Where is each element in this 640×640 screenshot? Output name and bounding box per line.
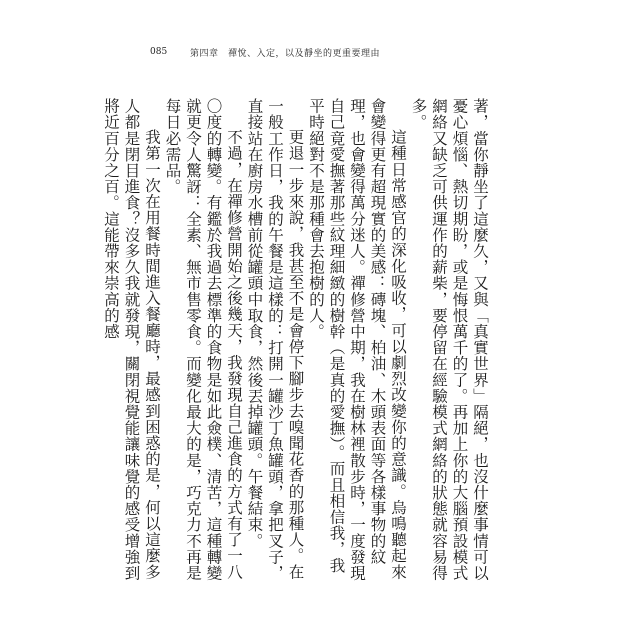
- paragraph-2: 這種日常感官的深化吸收，可以劇烈改變你的意識。烏鳴聽起來會變得更有超現實的美感：磚塊、柏油、木頭表面等各樣事物的紋理，也會變得萬分迷人。禪修營中期，我在樹林裡散步時，一度發現自己竟愛撫著那些紋理細緻的樹幹（是真的愛撫）。而且相信我，我平時絕對不是那種會去抱樹的人。: [307, 98, 407, 581]
- page-number: 085: [150, 47, 168, 57]
- paragraph-4: 不過，在禪修營開始之後幾天，我發現自己進食的方式有了一八〇度的轉變。有鑑於我過去標準的食物是如此僉樸、清苦，這種轉變就更令人驚訝：全素、無市售零食。而變化最大的是，巧克力不再是每日必需品。: [163, 98, 243, 581]
- paragraph-5: 我第一次在用餐時間進入餐廳時，最感到困惑的是，何以這麼多人都是閉目進食？沒多久我就發現，關閉視覺能讓味覺的感受增強到將近百分之百。這能帶來崇高的感: [102, 98, 161, 581]
- paragraph-1: 著，當你靜坐了這麼久，又與「真實世界」隔絕，也沒什麼事情可以憂心煩惱、熱切期盼，或是悔恨萬千的了。再加上你的大腦預設模式網絡又缺乏可供運作的薪柴，要停留在經驗模式網絡的狀態就容易得多。: [409, 98, 489, 581]
- paragraph-3: 更退一步來說，我甚至不是會停下腳步去嗅聞花香的那種人。在一般工作日，我的午餐是這樣的：打開一罐沙丁魚罐頭，拿把叉子，直接站在廚房水槽前從罐頭中取食，然後丟掉罐頭。午餐結束。: [245, 98, 305, 581]
- chapter-title: 第四章 禪悅、入定，以及靜坐的更重要理由: [190, 48, 381, 59]
- running-header: [150, 44, 380, 60]
- body-text: [102, 98, 490, 588]
